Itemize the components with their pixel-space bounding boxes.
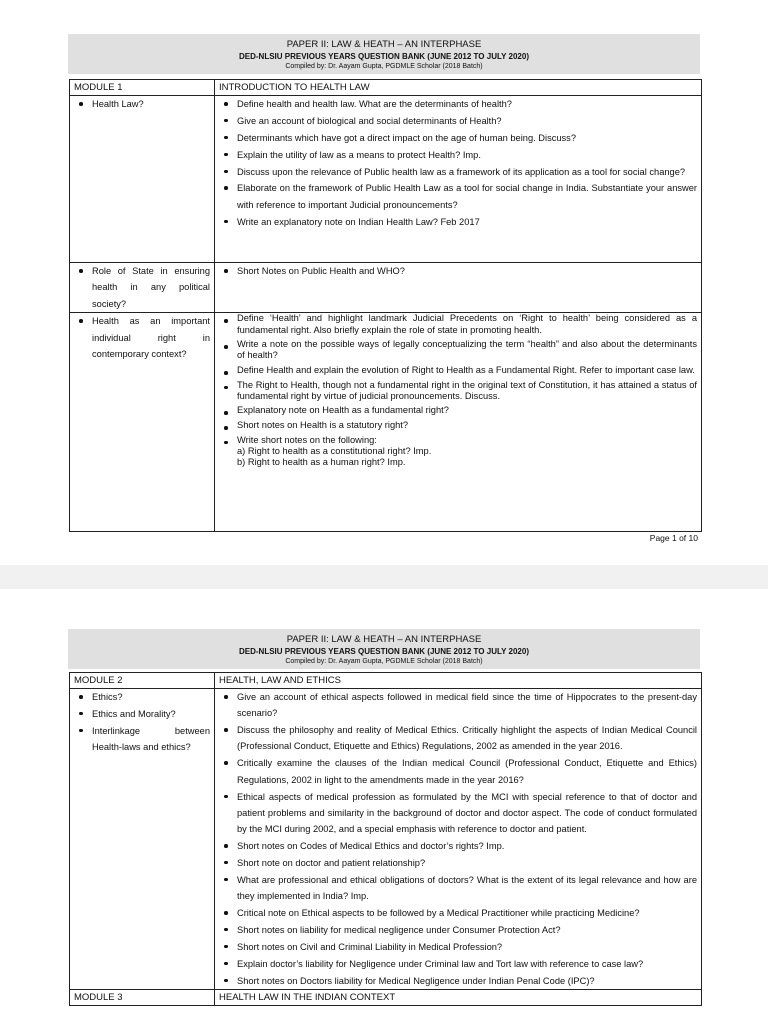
question-item: Critical note on Ethical aspects to be followed by a Medical Practitioner while practicing Medicine? — [219, 905, 697, 921]
paper-title: PAPER II: LAW & HEATH – AN INTERPHASE — [286, 39, 482, 50]
question-item: Define Health and explain the evolution of Right to Health as a Fundamental Right. Refer to important case law. — [219, 365, 697, 376]
question-item: Define health and health law. What are the determinants of health? — [219, 96, 697, 112]
topic-item: Interlinkage between Health-laws and ethics? — [74, 723, 210, 756]
topic-item: Health Law? — [74, 96, 210, 112]
question-item: Critically examine the clauses of the Indian medical Council (Professional Conduct, Etiquette and Ethics) Regulations, 2002 in light to the amendments made in the year 2016? — [219, 755, 697, 788]
table-row — [70, 689, 702, 990]
module-title: INTRODUCTION TO HEALTH LAW — [215, 80, 702, 96]
next-module-title: HEALTH LAW IN THE INDIAN CONTEXT — [215, 990, 702, 1006]
next-module-label: MODULE 3 — [70, 990, 215, 1006]
table-row — [70, 96, 702, 263]
table-row — [70, 263, 702, 313]
question-item: Short note on doctor and patient relationship? — [219, 855, 697, 871]
question-item: Write an explanatory note on Indian Health Law? Feb 2017 — [219, 214, 697, 230]
question-item: Short notes on Codes of Medical Ethics and doctor’s rights? Imp. — [219, 838, 697, 854]
question-item: Discuss upon the relevance of Public health law as a framework of its application as a tool for social change? — [219, 164, 697, 180]
compiled-by: Compiled by: Dr. Aayam Gupta, PGDMLE Scholar (2018 Batch) — [285, 658, 483, 665]
sub-questions — [219, 446, 697, 468]
sub-question: a) Right to health as a constitutional right? Imp. — [237, 445, 432, 456]
question-item: Write short notes on the following: — [219, 435, 697, 446]
module-label: MODULE 1 — [70, 80, 215, 96]
module-table — [69, 79, 702, 532]
question-item: Elaborate on the framework of Public Health Law as a tool for social change in India. Substantiate your answer with reference to important Judicial pronouncements? — [219, 180, 697, 213]
question-item: Write a note on the possible ways of legally conceptualizing the term “health” and also about the determinants of health? — [219, 339, 697, 361]
question-item: Short notes on Civil and Criminal Liability in Medical Profession? — [219, 939, 697, 955]
topic-item: Ethics and Morality? — [74, 706, 210, 722]
question-item: The Right to Health, though not a fundamental right in the original text of Constitution, it has attained a status of fundamental right by virtue of judicial pronouncements. Discuss. — [219, 380, 697, 402]
question-item: Give an account of ethical aspects followed in medical field since the time of Hippocrates to the present-day scenario? — [219, 689, 697, 722]
question-bank-subtitle: DED-NLSIU PREVIOUS YEARS QUESTION BANK (JUNE 2012 TO JULY 2020) — [238, 52, 529, 61]
page-gap — [0, 565, 768, 589]
question-item: Ethical aspects of medical profession as formulated by the MCI with special reference to that of doctor and patient problems and similarity in the background of doctor and doctor aspect. The code of conduct formulated by the MCI during 2002, and a special emphasis with reference to doctor and patient. — [219, 789, 697, 838]
topic-item: Ethics? — [74, 689, 210, 705]
document-page-2 — [0, 589, 768, 1024]
page-number: Page 1 of 10 — [649, 533, 698, 543]
topic-item: Health as an important individual right in contemporary context? — [74, 313, 210, 362]
module-label: MODULE 2 — [70, 673, 215, 689]
compiled-by: Compiled by: Dr. Aayam Gupta, PGDMLE Scholar (2018 Batch) — [285, 63, 483, 70]
page-header — [68, 629, 700, 669]
topic-item: Role of State in ensuring health in any political society? — [74, 263, 210, 312]
question-item: Define ‘Health’ and highlight landmark Judicial Precedents on ‘Right to health’ being considered as a fundamental right. Also briefly explain the role of state in promoting health. — [219, 313, 697, 335]
question-item: Give an account of biological and social determinants of Health? — [219, 113, 697, 129]
question-bank-subtitle: DED-NLSIU PREVIOUS YEARS QUESTION BANK (JUNE 2012 TO JULY 2020) — [238, 647, 529, 656]
question-item: Short notes on Doctors liability for Medical Negligence under Indian Penal Code (IPC)? — [219, 973, 697, 989]
table-row — [70, 313, 702, 532]
question-item: Determinants which have got a direct impact on the age of human being. Discuss? — [219, 130, 697, 146]
question-item: Discuss the philosophy and reality of Medical Ethics. Critically highlight the aspects of Indian Medical Council (Professional Conduct, Etiquette and Ethics) Regulations, 2002 as amended in the year 2016. — [219, 722, 697, 755]
question-item: Explain the utility of law as a means to protect Health? Imp. — [219, 147, 697, 163]
question-item: Short notes on liability for medical negligence under Consumer Protection Act? — [219, 922, 697, 938]
question-item: Explain doctor’s liability for Negligence under Criminal law and Tort law with reference to case law? — [219, 956, 697, 972]
question-item: Explanatory note on Health as a fundamental right? — [219, 405, 697, 416]
question-item: What are professional and ethical obligations of doctors? What is the extent of its legal relevance and how are they implemented in India? Imp. — [219, 872, 697, 905]
sub-question: b) Right to health as a human right? Imp. — [237, 457, 406, 468]
module-table — [69, 672, 702, 1006]
module-title: HEALTH, LAW AND ETHICS — [215, 673, 702, 689]
question-item: Short notes on Health is a statutory right? — [219, 420, 697, 431]
page-header — [68, 34, 700, 74]
paper-title: PAPER II: LAW & HEATH – AN INTERPHASE — [286, 634, 482, 645]
question-item: Short Notes on Public Health and WHO? — [219, 263, 697, 279]
